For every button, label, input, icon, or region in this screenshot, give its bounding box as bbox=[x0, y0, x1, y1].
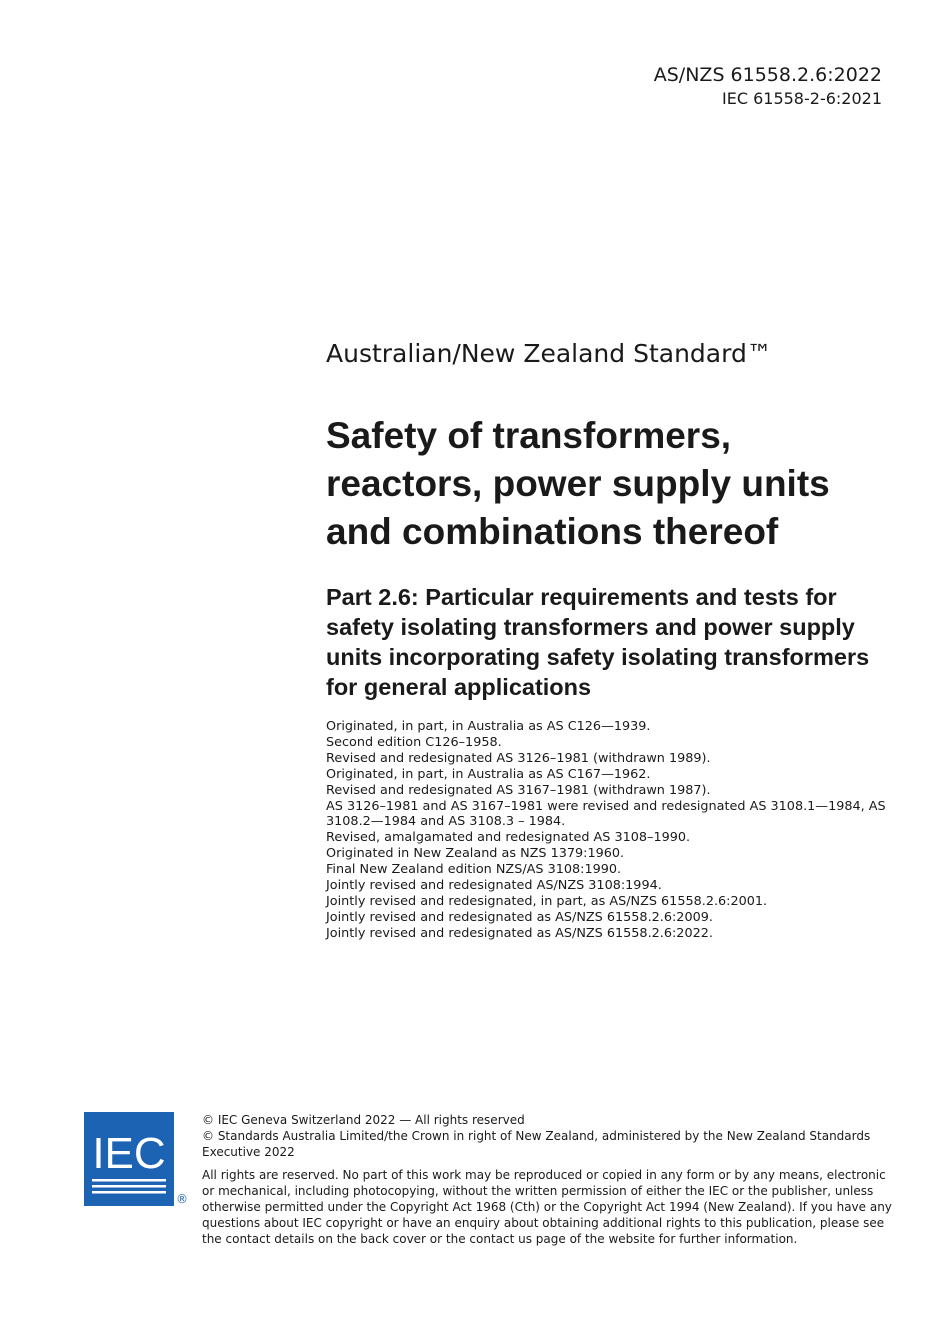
part-line: Part 2.6: Particular requirements and tests for bbox=[326, 584, 837, 610]
history-item: Revised and redesignated AS 3167–1981 (withdrawn 1987). bbox=[326, 782, 711, 798]
standard-number-block bbox=[654, 62, 882, 110]
iec-standard-number: IEC 61558-2-6:2021 bbox=[722, 89, 882, 108]
part-line: for general applications bbox=[326, 674, 592, 700]
copyright-iec: © IEC Geneva Switzerland 2022 — All rights reserved bbox=[202, 1113, 525, 1127]
history-item: Jointly revised and redesignated, in part, as AS/NZS 61558.2.6:2001. bbox=[326, 893, 768, 909]
legal-notice bbox=[202, 1112, 892, 1247]
history-item: Second edition C126–1958. bbox=[326, 734, 502, 750]
history-item: Originated, in part, in Australia as AS C167—1962. bbox=[326, 766, 651, 782]
history-item: AS 3126–1981 and AS 3167–1981 were revised and redesignated AS 3108.1—1984, AS 3108.2—1984 and AS 3108.3 – 1984. bbox=[326, 798, 886, 830]
iec-logo-stripe bbox=[92, 1191, 166, 1194]
history-item: Jointly revised and redesignated AS/NZS 3108:1994. bbox=[326, 878, 662, 894]
copyright-standards-australia: © Standards Australia Limited/the Crown in right of New Zealand, administered by the New Zealand Standards Executive 2022 bbox=[202, 1129, 871, 1159]
iec-logo-stripe bbox=[92, 1179, 166, 1182]
rights-statement: All rights are reserved. No part of this work may be reproduced or copied in any form or by any means, electronic or mechanical, including photocopying, without the written permission of either the IEC or the publisher, unless otherwise permitted under the Copyright Act 1968 (Cth) or the Copyright Act 1994 (New Zealand). If you have any questions about IEC copyright or have an enquiry about obtaining additional rights to this publication, please see the contact details on the back cover or the contact us page of the website for further information. bbox=[202, 1168, 892, 1246]
history-item: Jointly revised and redesignated as AS/NZS 61558.2.6:2009. bbox=[326, 909, 713, 925]
iec-logo bbox=[84, 1112, 174, 1206]
history-item: Revised and redesignated AS 3126–1981 (withdrawn 1989). bbox=[326, 750, 711, 766]
standard-number: AS/NZS 61558.2.6:2022 bbox=[653, 64, 882, 86]
title-line: Safety of transformers, bbox=[326, 415, 732, 456]
registered-mark: ® bbox=[176, 1192, 188, 1206]
iec-logo-text: IEC bbox=[92, 1129, 166, 1178]
title-line: reactors, power supply units bbox=[326, 463, 830, 504]
iec-logo-stripe bbox=[92, 1185, 166, 1188]
history-item: Jointly revised and redesignated as AS/NZS 61558.2.6:2022. bbox=[326, 925, 713, 941]
part-line: units incorporating safety isolating transformers bbox=[326, 644, 870, 670]
history-item: Originated in New Zealand as NZS 1379:1960. bbox=[326, 846, 625, 862]
history-item: Revised, amalgamated and redesignated AS 3108–1990. bbox=[326, 830, 691, 846]
history-item: Final New Zealand edition NZS/AS 3108:1990. bbox=[326, 862, 622, 878]
title-line: and combinations thereof bbox=[326, 511, 779, 552]
part-subtitle bbox=[326, 582, 896, 702]
standard-kicker: Australian/New Zealand Standard™ bbox=[326, 339, 772, 368]
part-line: safety isolating transformers and power supply bbox=[326, 614, 855, 640]
history-item: Originated, in part, in Australia as AS C126—1939. bbox=[326, 719, 651, 734]
document-title bbox=[326, 412, 896, 556]
publication-history bbox=[326, 719, 896, 942]
